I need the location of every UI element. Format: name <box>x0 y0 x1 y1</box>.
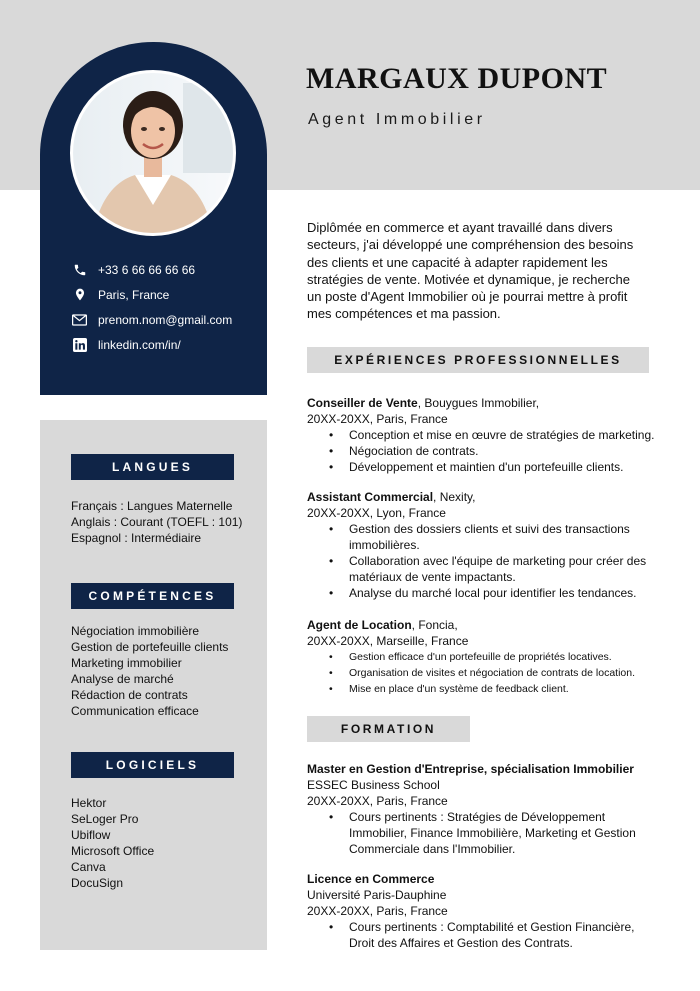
contact-linkedin-text[interactable]: linkedin.com/in/ <box>98 337 181 352</box>
entry-degree: Master en Gestion d'Entreprise, spécialisation Immobilier <box>307 762 634 776</box>
entry-school: ESSEC Business School <box>307 778 440 792</box>
contact-list <box>72 257 262 357</box>
list-item: Gestion de portefeuille clients <box>71 640 229 654</box>
software-list <box>71 795 154 891</box>
contact-phone <box>72 257 262 282</box>
list-item: Français : Langues Maternelle <box>71 499 233 513</box>
entry-role: Assistant Commercial <box>307 490 434 504</box>
experience-entry <box>307 489 667 601</box>
entry-dates: 20XX-20XX, Marseille, France <box>307 634 469 648</box>
experience-entry <box>307 617 667 697</box>
job-title: Agent Immobilier <box>308 111 486 128</box>
list-item: Négociation immobilière <box>71 624 200 638</box>
entry-dates: 20XX-20XX, Lyon, France <box>307 506 446 520</box>
contact-phone-text: +33 6 66 66 66 66 <box>98 262 196 277</box>
entry-bullets <box>307 809 667 857</box>
list-item: Marketing immobilier <box>71 656 182 670</box>
list-item: • Gestion des dossiers clients et suivi des transactions immobilières. <box>307 521 667 553</box>
entry-company: , Bouygues Immobilier, <box>417 396 540 410</box>
entry-bullets <box>307 649 667 697</box>
list-item: • Collaboration avec l'équipe de marketing pour créer des matériaux de vente impactants. <box>307 553 667 585</box>
software-heading: LOGICIELS <box>71 752 234 778</box>
linkedin-icon <box>72 337 87 352</box>
entry-company: , Nexity, <box>433 490 476 504</box>
entry-dates: 20XX-20XX, Paris, France <box>307 412 448 426</box>
contact-location-text: Paris, France <box>98 287 170 302</box>
envelope-icon <box>72 312 87 327</box>
list-item: Hektor <box>71 796 107 810</box>
languages-list <box>71 498 242 546</box>
list-item: • Négociation de contrats. <box>307 443 667 459</box>
candidate-name: MARGAUX DUPONT <box>306 62 608 95</box>
list-item: SeLoger Pro <box>71 812 139 826</box>
entry-company: , Foncia, <box>411 618 458 632</box>
location-pin-icon <box>72 287 87 302</box>
contact-email <box>72 307 262 332</box>
contact-email-text[interactable]: prenom.nom@gmail.com <box>98 312 233 327</box>
languages-heading: LANGUES <box>71 454 234 480</box>
skills-heading: COMPÉTENCES <box>71 583 234 609</box>
list-item: • Cours pertinents : Stratégies de Développement Immobilier, Finance Immobilière, Marketing et Gestion Commerciale dans l'Immobilier. <box>307 809 667 857</box>
contact-location <box>72 282 262 307</box>
entry-bullets <box>307 521 667 601</box>
experience-entry <box>307 395 667 475</box>
entry-role: Agent de Location <box>307 618 412 632</box>
list-item: Microsoft Office <box>71 844 155 858</box>
contact-linkedin <box>72 332 262 357</box>
list-item: Ubiflow <box>71 828 111 842</box>
phone-icon <box>72 262 87 277</box>
profile-photo <box>70 70 236 236</box>
list-item: DocuSign <box>71 876 124 890</box>
list-item: Communication efficace <box>71 704 199 718</box>
list-item: • Organisation de visites et négociation de contrats de location. <box>307 665 667 681</box>
education-heading: FORMATION <box>307 716 470 742</box>
entry-role: Conseiller de Vente <box>307 396 418 410</box>
list-item: • Mise en place d'un système de feedback client. <box>307 681 667 697</box>
list-item: Analyse de marché <box>71 672 174 686</box>
list-item: Anglais : Courant (TOEFL : 101) <box>71 515 243 529</box>
entry-bullets <box>307 919 667 951</box>
skills-list <box>71 623 228 719</box>
list-item: • Gestion efficace d'un portefeuille de propriétés locatives. <box>307 649 667 665</box>
list-item: • Analyse du marché local pour identifier les tendances. <box>307 585 667 601</box>
education-entry <box>307 761 667 857</box>
entry-degree: Licence en Commerce <box>307 872 435 886</box>
list-item: • Cours pertinents : Comptabilité et Gestion Financière, Droit des Affaires et Gestion des Contrats. <box>307 919 667 951</box>
list-item: • Conception et mise en œuvre de stratégies de marketing. <box>307 427 667 443</box>
list-item: Canva <box>71 860 106 874</box>
profile-summary: Diplômée en commerce et ayant travaillé dans divers secteurs, j'ai développé une compréhension des besoins des clients et une capacité à adapter rapidement les stratégies de vente. Motivée et dynamique, je recherche un poste d'Agent Immobilier où je pourrai mettre à profit mes compétences et ma passion. <box>307 220 634 322</box>
list-item: Espagnol : Intermédiaire <box>71 531 202 545</box>
list-item: Rédaction de contrats <box>71 688 188 702</box>
entry-dates: 20XX-20XX, Paris, France <box>307 904 448 918</box>
entry-bullets <box>307 427 667 475</box>
list-item: • Développement et maintien d'un portefeuille clients. <box>307 459 667 475</box>
experience-heading: EXPÉRIENCES PROFESSIONNELLES <box>307 347 649 373</box>
entry-school: Université Paris-Dauphine <box>307 888 447 902</box>
education-entry <box>307 871 667 951</box>
entry-dates: 20XX-20XX, Paris, France <box>307 794 448 808</box>
